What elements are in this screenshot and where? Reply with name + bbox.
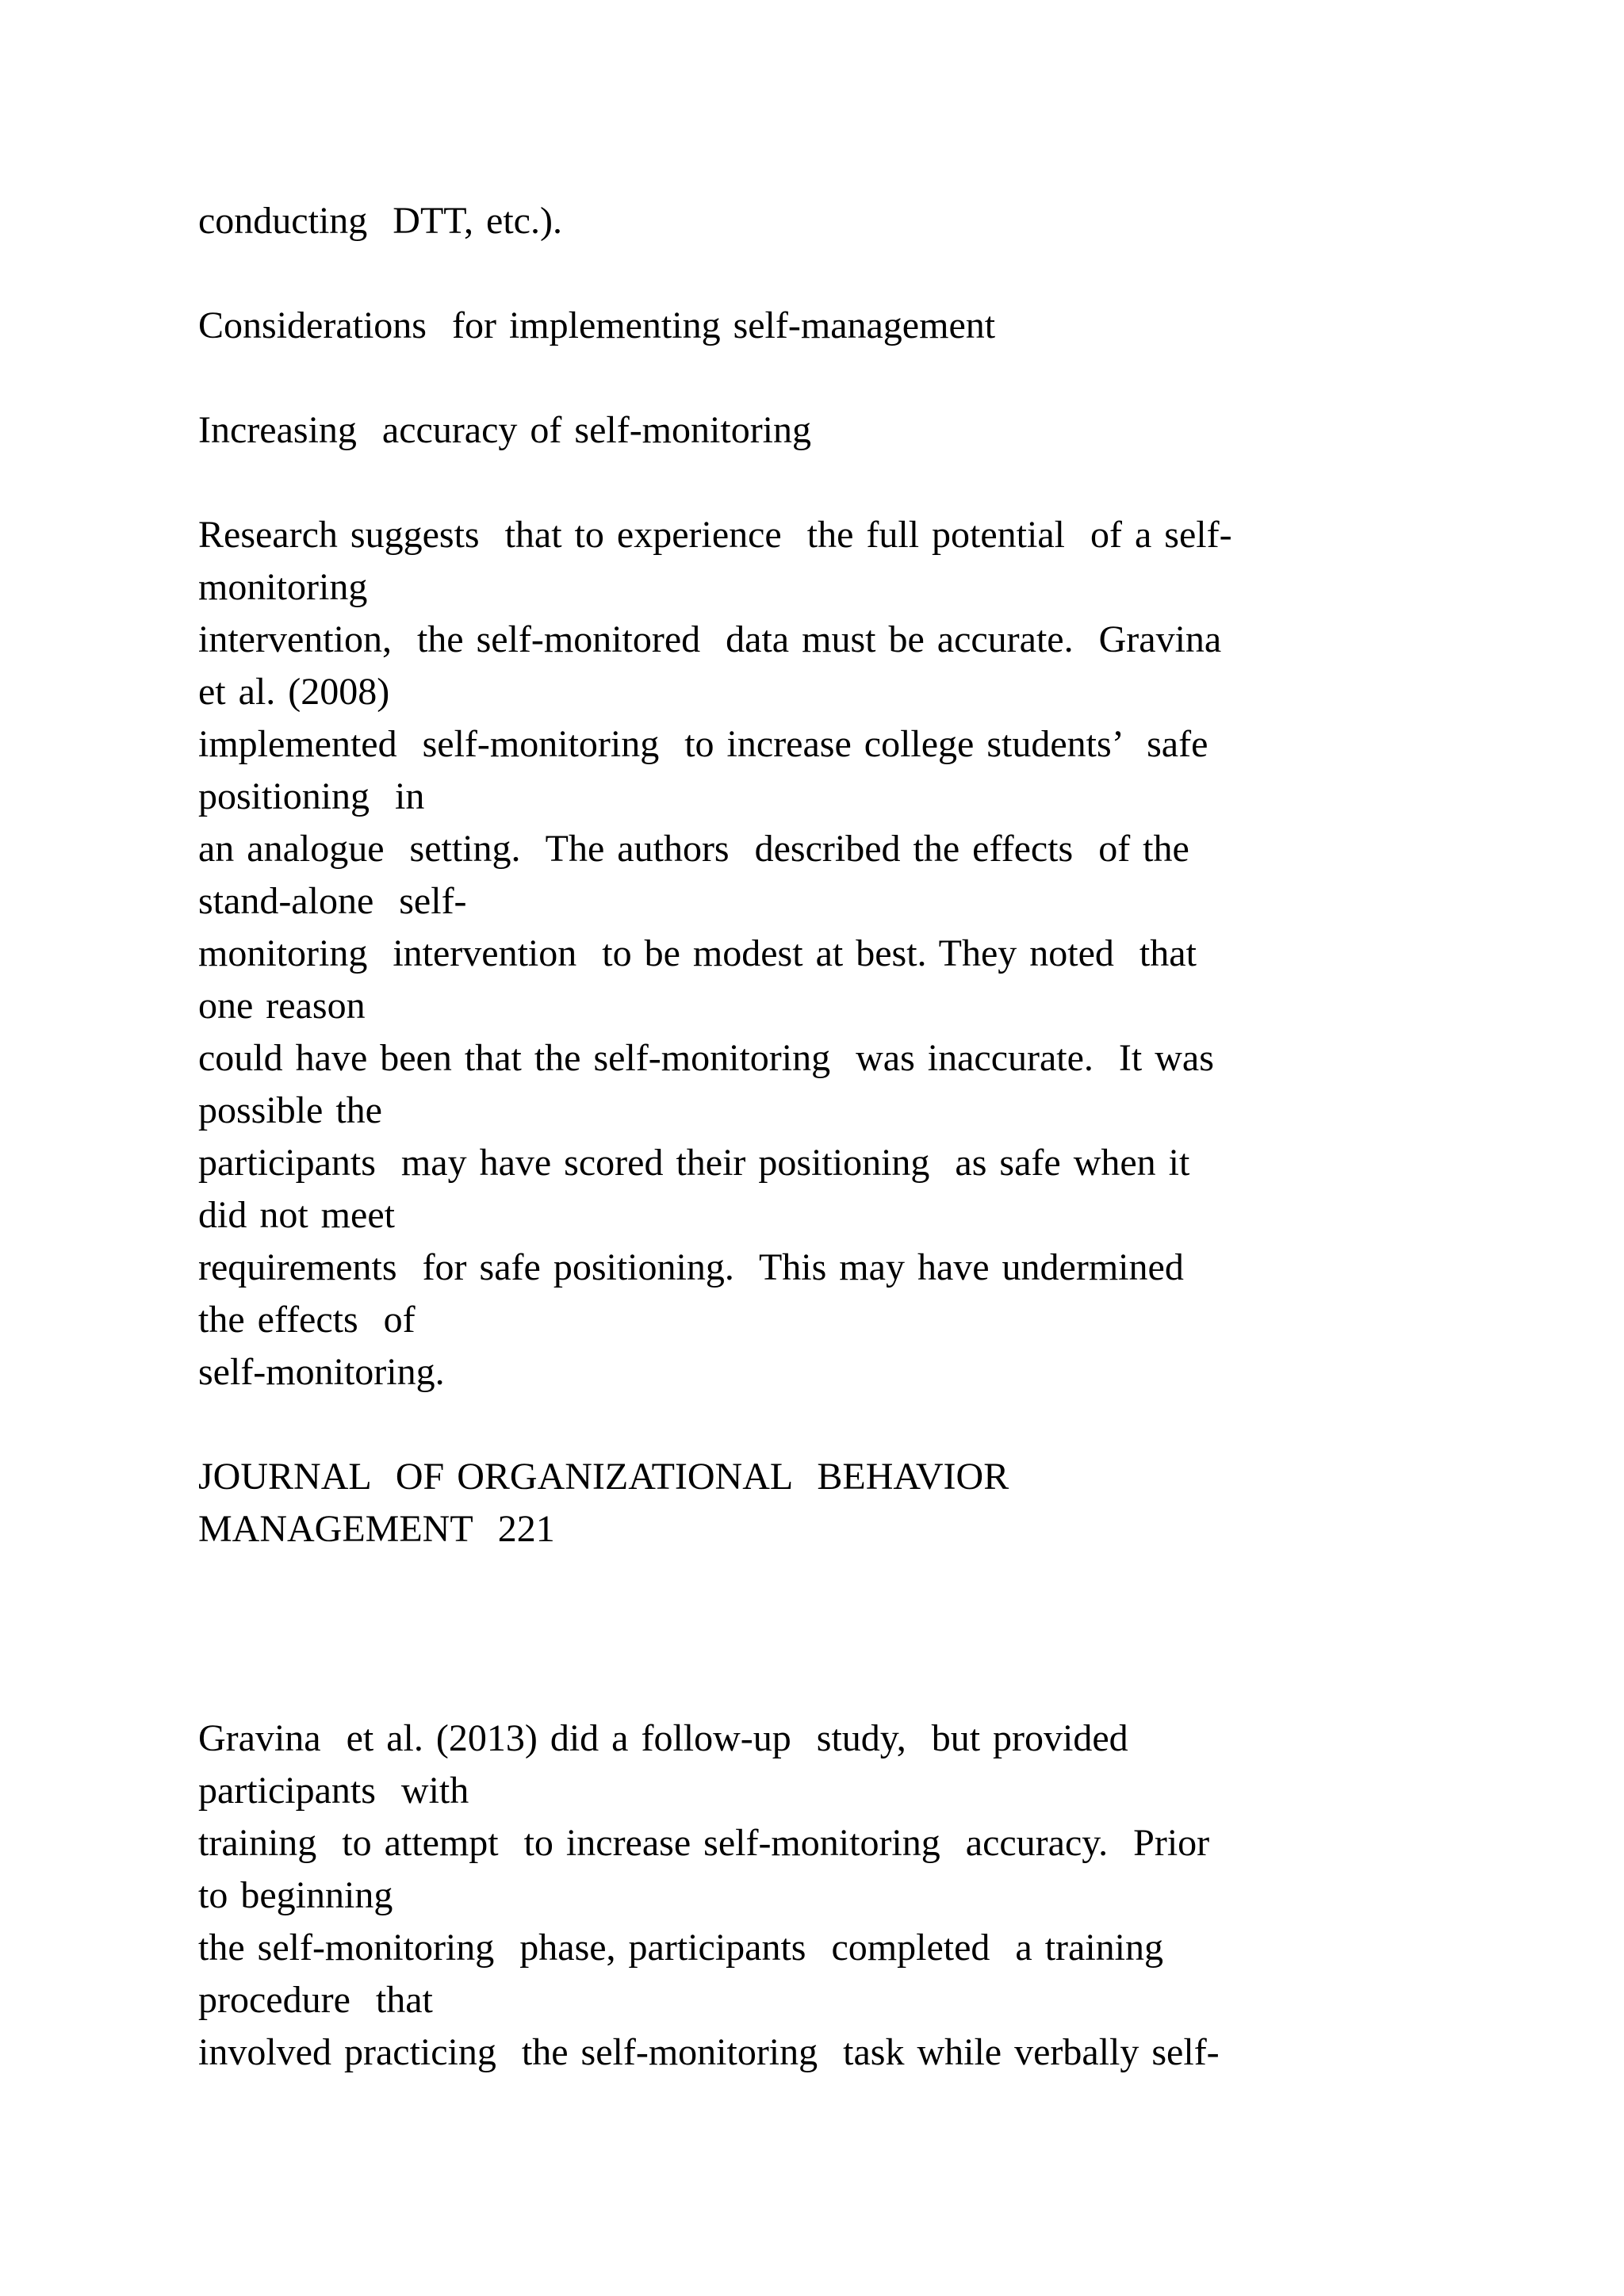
paragraph-line: could have been that the self-monitoring was inaccurate. It was (198, 1037, 1214, 1079)
paragraph-line: requirements for safe positioning. This may have undermined (198, 1246, 1184, 1288)
paragraph-line: to beginning (198, 1874, 393, 1916)
paragraph-line: did not meet (198, 1194, 395, 1236)
paragraph-line: self-monitoring. (198, 1351, 445, 1393)
running-header-page-number: MANAGEMENT 221 (198, 1508, 555, 1550)
paragraph-line: Gravina et al. (2013) did a follow-up study, but provided (198, 1717, 1128, 1759)
paragraph-line: positioning in (198, 775, 425, 817)
paragraph-line: the effects of (198, 1299, 416, 1341)
paragraph-line: procedure that (198, 1979, 433, 2021)
running-header: JOURNAL OF ORGANIZATIONAL BEHAVIOR (198, 1456, 1009, 1498)
paragraph-line: involved practicing the self-monitoring task while verbally self- (198, 2031, 1220, 2073)
subsection-heading: Increasing accuracy of self-monitoring (198, 409, 812, 451)
paragraph-line: Research suggests that to experience the full potential of a self- (198, 514, 1232, 556)
paragraph-line: participants may have scored their positioning as safe when it (198, 1142, 1190, 1184)
paragraph-line: et al. (2008) (198, 671, 390, 713)
paragraph-line: an analogue setting. The authors described the effects of the (198, 828, 1189, 870)
paragraph-line: training to attempt to increase self-monitoring accuracy. Prior (198, 1822, 1210, 1864)
paragraph-line: monitoring intervention to be modest at best. They noted that (198, 932, 1197, 974)
paragraph-line: stand-alone self- (198, 880, 467, 922)
paragraph-line: monitoring (198, 566, 368, 608)
text-line-continuation: conducting DTT, etc.). (198, 200, 562, 242)
paragraph-line: participants with (198, 1770, 469, 1812)
section-heading: Considerations for implementing self-management (198, 304, 996, 346)
paragraph-line: implemented self-monitoring to increase college students’ safe (198, 723, 1208, 765)
paragraph-line: the self-monitoring phase, participants completed a training (198, 1927, 1163, 1969)
paragraph-line: intervention, the self-monitored data must be accurate. Gravina (198, 618, 1222, 660)
paragraph-line: one reason (198, 985, 366, 1027)
paragraph-line: possible the (198, 1089, 382, 1131)
